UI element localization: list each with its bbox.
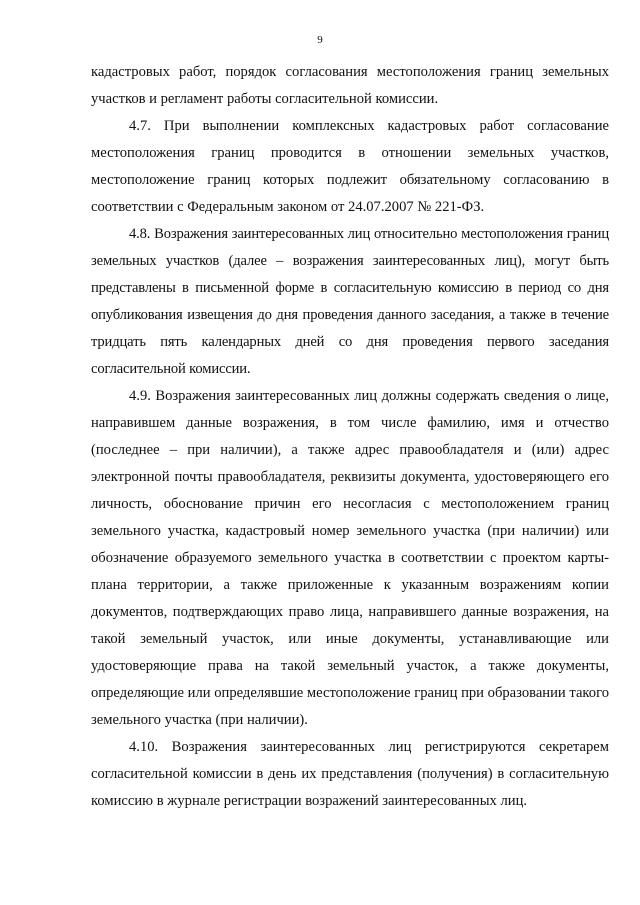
paragraph-intro-continuation: кадастровых работ, порядок согласования местоположения границ земельных участков и регламент работы согласительной комиссии. [91,64,609,107]
page-number: 9 [317,34,323,46]
paragraph-4-8: 4.8. Возражения заинтересованных лиц относительно местоположения границ земельных участков (далее – возражения заинтересованных лиц), могут быть представлены в письменной форме в согласительную комиссию в период со дня опубликования извещения до дня проведения данного заседания, а также в течение тридцать пять календарных дней со дня проведения первого заседания согласительной комиссии. [91,226,609,377]
paragraph-4-10: 4.10. Возражения заинтересованных лиц регистрируются секретарем согласительной комиссии в день их представления (получения) в согласительную комиссию в журнале регистрации возражений заинтересованных лиц. [91,739,609,809]
paragraph-4-7: 4.7. При выполнении комплексных кадастровых работ согласование местоположения границ проводится в отношении земельных участков, местоположение границ которых подлежит обязательному согласованию в соответствии с Федеральным законом от 24.07.2007 № 221-ФЗ. [91,118,609,215]
document-body [91,59,609,815]
paragraph-4-9: 4.9. Возражения заинтересованных лиц должны содержать сведения о лице, направившем данные возражения, в том числе фамилию, имя и отчество (последнее – при наличии), а также адрес правообладателя и (или) адрес электронной почты правообладателя, реквизиты документа, удостоверяющего его личность, обоснование причин его несогласия с местоположением границ земельного участка, кадастровый номер земельного участка (при наличии) или обозначение образуемого земельного участка в соответствии с проектом карты-плана территории, а также приложенные к указанным возражениям копии документов, подтверждающих право лица, направившего данные возражения, на такой земельный участок, или иные документы, устанавливающие или удостоверяющие права на такой земельный участок, а также документы, определяющие или определявшие местоположение границ при образовании такого земельного участка (при наличии). [91,388,609,728]
